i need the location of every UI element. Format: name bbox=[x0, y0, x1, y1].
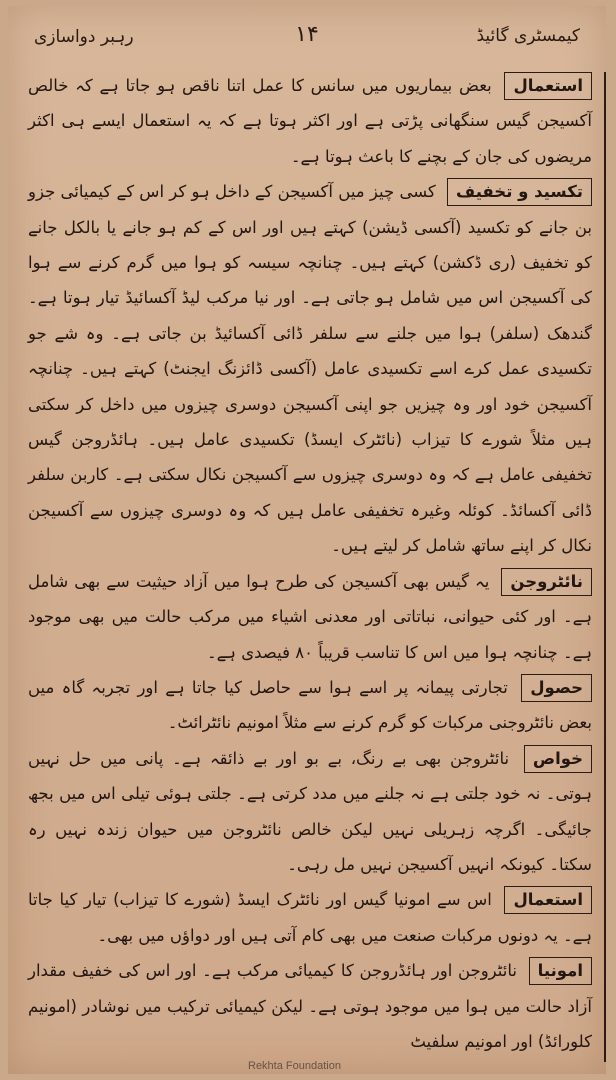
paragraph-text: یہ گیس بھی آکسیجن کی طرح ہوا میں آزاد حیثیت سے بھی شامل ہے۔ اور کئی حیوانی، نباتاتی اور معدنی اشیاء میں مرکب حالت میں بھی موجود ہے۔ چنانچہ ہوا میں اس کا تناسب قریباً ۸۰ فیصدی ہے۔ bbox=[28, 571, 592, 662]
paragraph-preparation bbox=[28, 670, 592, 741]
heading-usage-2: استعمال bbox=[504, 886, 592, 914]
heading-properties: خواص bbox=[524, 745, 592, 773]
book-page bbox=[8, 6, 606, 1074]
heading-ammonia: امونیا bbox=[529, 957, 592, 985]
paragraph-ammonia bbox=[28, 953, 592, 1059]
margin-rule bbox=[604, 72, 606, 1062]
page-header bbox=[26, 20, 588, 54]
paragraph-text: کسی چیز میں آکسیجن کے داخل ہو کر اس کے کیمیائی جزو بن جانے کو تکسید (آکسی ڈیشن) کہتے ہیں اور اس کے کم ہو جانے یا بالکل جانے کو تخفیف (ری ڈکشن) کہتے ہیں۔ چنانچہ سیسہ کو ہوا میں گرم کرنے سے ہوا کی آکسیجن اس میں شامل ہو جاتی ہے۔ اور نیا مرکب لیڈ آکسائیڈ تیار ہوتا ہے۔ گندھک (سلفر) ہوا میں جلنے سے سلفر ڈائی آکسائیڈ بن جاتی ہے۔ وہ شے جو تکسیدی عمل کرے اسے تکسیدی عامل (آکسی ڈائزنگ ایجنٹ) کہتے ہیں۔ چنانچہ آکسیجن خود اور وہ چیزیں جو اپنی آکسیجن دوسری چیزوں میں داخل کر سکتی ہیں مثلاً شورے کا تیزاب (نائٹرک ایسڈ) تکسیدی عامل ہیں۔ ہائڈروجن گیس تخفیفی عامل ہے کہ وہ دوسری چیزوں سے آکسیجن نکال سکتی ہے۔ کاربن سلفر ڈائی آکسائڈ۔ کوئلہ وغیرہ تخفیفی عامل ہیں کہ وہ دوسری چیزوں سے آکسیجن نکال کر اپنے ساتھ شامل کر لیتے ہیں۔ bbox=[28, 182, 592, 556]
paragraph-text: نائٹروجن بھی بے رنگ، بے بو اور بے ذائقہ ہے۔ پانی میں حل نہیں ہوتی۔ نہ خود جلتی ہے نہ جلنے میں مدد کرتی ہے۔ جلتی ہوئی تیلی اس میں بجھ جائیگی۔ اگرچہ زہریلی نہیں لیکن خالص نائٹروجن میں حیوان زندہ نہیں رہ سکتا۔ کیونکہ انہیں آکسیجن نہیں مل رہی۔ bbox=[28, 748, 592, 874]
paragraph-text: بعض بیماریوں میں سانس کا عمل اتنا ناقص ہو جاتا ہے کہ خالص آکسیجن گیس سنگھانی پڑتی ہے اور اکثر ہوتا ہے کہ یہ استعمال ایسے ہی اکثر مریضوں کی جان کے بچنے کا باعث ہوتا ہے۔ bbox=[28, 76, 592, 166]
header-running-title: رہبر دواسازی bbox=[34, 27, 134, 47]
paragraph-properties bbox=[28, 741, 592, 883]
page-body bbox=[28, 68, 592, 1059]
paragraph-text: نائٹروجن اور ہائڈروجن کا کیمیائی مرکب ہے۔ اور اس کی خفیف مقدار آزاد حالت میں ہوا میں موجود ہوتی ہے۔ لیکن کیمیائی ترکیب میں نوشادر (امونیم کلورائڈ) اور امونیم سلفیٹ bbox=[28, 961, 592, 1051]
paragraph-oxidation-reduction bbox=[28, 174, 592, 563]
header-book-title: کیمسٹری گائیڈ bbox=[476, 26, 580, 46]
heading-oxidation-reduction: تکسید و تخفیف bbox=[447, 178, 592, 206]
paragraph-text: اس سے امونیا گیس اور نائٹرک ایسڈ (شورے کا تیزاب) تیار کیا جاتا ہے۔ یہ دونوں مرکبات صنعت میں بھی کام آتی ہیں اور دواؤں میں بھی۔ bbox=[28, 890, 592, 945]
watermark-footer: Rekhta Foundation bbox=[248, 1060, 341, 1072]
paragraph-nitrogen bbox=[28, 564, 592, 670]
page-number: ۱۴ bbox=[295, 22, 319, 47]
heading-usage: استعمال bbox=[504, 72, 592, 100]
heading-nitrogen: نائٹروجن bbox=[501, 568, 592, 596]
paragraph-text: تجارتی پیمانہ پر اسے ہوا سے حاصل کیا جاتا ہے اور تجربہ گاہ میں بعض نائٹروجنی مرکبات کو گرم کرنے سے مثلاً امونیم نائٹرائٹ۔ bbox=[28, 677, 592, 733]
paragraph-usage bbox=[28, 68, 592, 174]
paragraph-usage-2 bbox=[28, 882, 592, 953]
heading-preparation: حصول bbox=[521, 674, 592, 702]
